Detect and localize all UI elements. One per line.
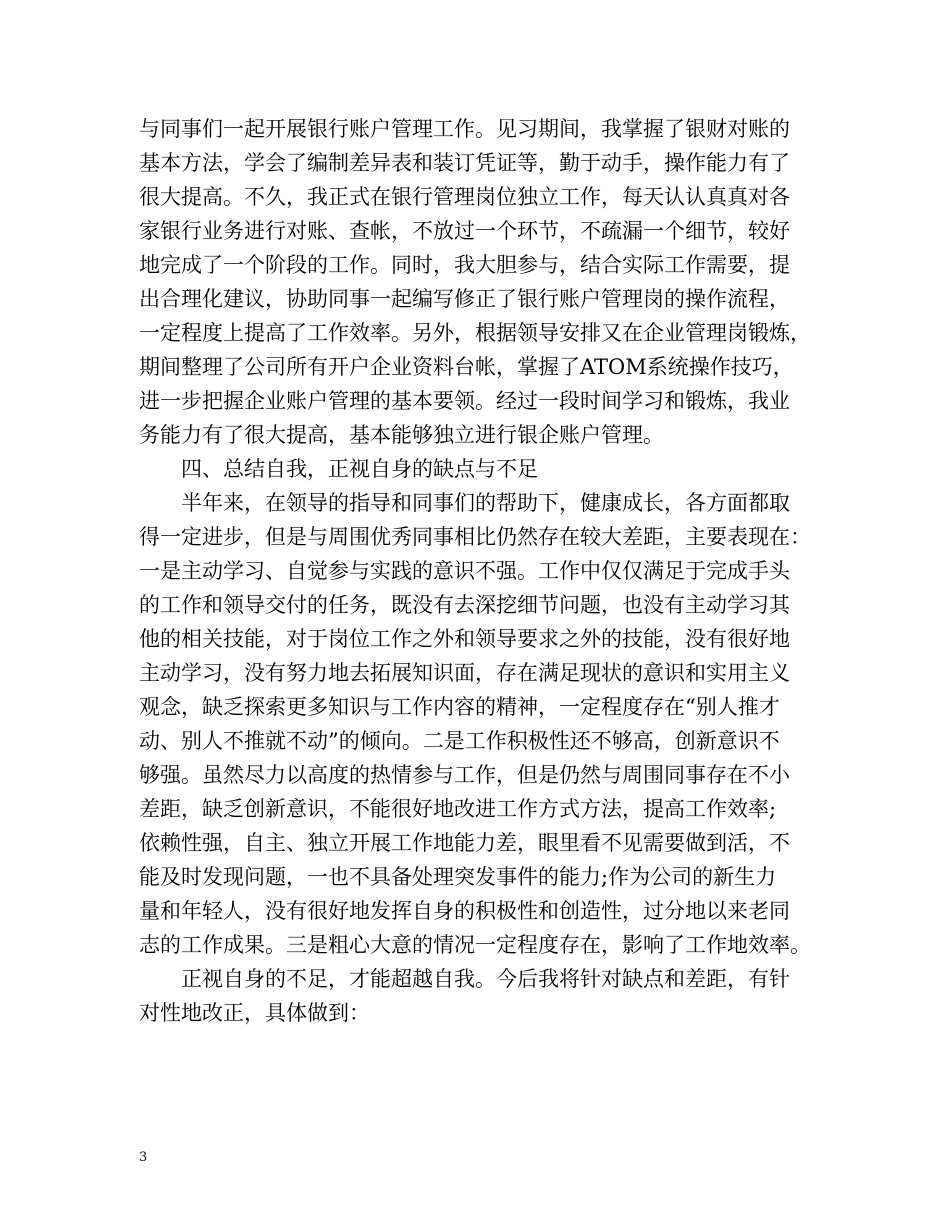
text-line: 能及时发现问题，一也不具备处理突发事件的能力;作为公司的新生力 (139, 865, 777, 889)
text-line: 动、别人不推就不动”的倾向。二是工作积极性还不够高，创新意识不 (139, 729, 780, 753)
text-line: 观念，缺乏探索更多知识与工作内容的精神，一定程度存在“别人推才 (139, 695, 780, 719)
text-line: 一定程度上提高了工作效率。另外，根据领导安排又在企业管理岗锻炼， (139, 321, 811, 345)
text-line: 基本方法，学会了编制差异表和装订凭证等，勤于动手，操作能力有了 (139, 151, 790, 175)
text-line: 量和年轻人，没有很好地发挥自身的积极性和创造性，过分地以来老同 (139, 899, 790, 923)
text-line: 的工作和领导交付的任务，既没有去深挖细节问题，也没有主动学习其 (139, 593, 790, 617)
text-line: 一是主动学习、自觉参与实践的意识不强。工作中仅仅满足于完成手头 (139, 559, 790, 583)
text-line: 期间整理了公司所有开户企业资料台帐，掌握了ATOM系统操作技巧， (139, 355, 794, 379)
text-line: 得一定进步，但是与周围优秀同事相比仍然存在较大差距，主要表现在： (139, 525, 811, 549)
text-line: 家银行业务进行对账、查帐，不放过一个环节，不疏漏一个细节，较好 (139, 219, 790, 243)
text-line: 正视自身的不足，才能超越自我。今后我将针对缺点和差距，有针 (181, 967, 790, 991)
text-line: 进一步把握企业账户管理的基本要领。经过一段时间学习和锻炼，我业 (139, 389, 790, 413)
text-line: 依赖性强，自主、独立开展工作地能力差，眼里看不见需要做到活，不 (139, 831, 790, 855)
text-line: 与同事们一起开展银行账户管理工作。见习期间，我掌握了银财对账的 (139, 117, 790, 141)
text-line: 务能力有了很大提高，基本能够独立进行银企账户管理。 (139, 423, 664, 447)
text-line: 出合理化建议，协助同事一起编写修正了银行账户管理岗的操作流程， (139, 287, 790, 311)
text-line: 很大提高。不久，我正式在银行管理岗位独立工作，每天认认真真对各 (139, 185, 790, 209)
text-line: 地完成了一个阶段的工作。同时，我大胆参与，结合实际工作需要，提 (139, 253, 790, 277)
page-number: 3 (139, 1150, 148, 1165)
text-line: 半年来，在领导的指导和同事们的帮助下，健康成长，各方面都取 (181, 491, 790, 515)
text-line: 志的工作成果。三是粗心大意的情况一定程度存在，影响了工作地效率。 (139, 933, 811, 957)
text-line: 够强。虽然尽力以高度的热情参与工作，但是仍然与周围同事存在不小 (139, 763, 790, 787)
text-line: 主动学习，没有努力地去拓展知识面，存在满足现状的意识和实用主义 (139, 661, 790, 685)
text-line: 对性地改正，具体做到： (139, 1001, 370, 1025)
text-line: 差距，缺乏创新意识，不能很好地改进工作方式方法，提高工作效率; (139, 797, 777, 821)
text-line: 他的相关技能，对于岗位工作之外和领导要求之外的技能，没有很好地 (139, 627, 790, 651)
section-heading: 四、总结自我，正视自身的缺点与不足 (181, 457, 538, 481)
